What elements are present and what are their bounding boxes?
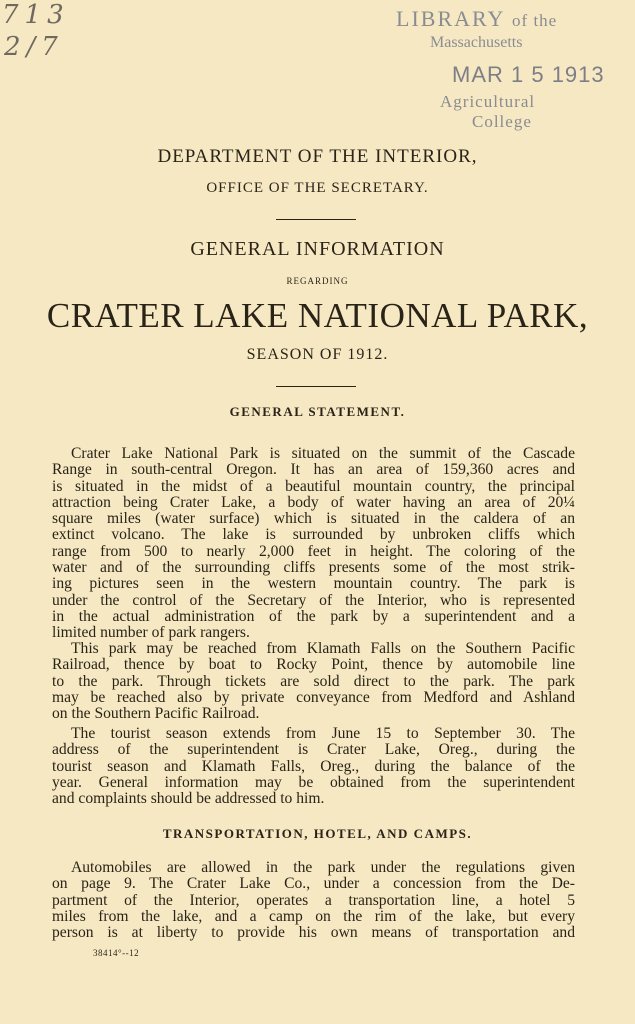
text-line: and complaints should be addressed to him. xyxy=(52,791,325,808)
stamp-library: LIBRARY xyxy=(396,6,505,31)
text-line: Range in south-central Oregon. It has an area of 159,360 acres and xyxy=(52,462,575,479)
general-information-heading: GENERAL INFORMATION xyxy=(190,238,445,260)
text-line: range from 500 to nearly 2,000 feet in height. The coloring of the xyxy=(52,543,575,560)
text-line: water and of the surrounding cliffs presents some of the most strik- xyxy=(52,560,575,577)
season-heading: SEASON OF 1912. xyxy=(246,346,389,363)
general-statement-heading: GENERAL STATEMENT. xyxy=(229,404,406,419)
text-line: on page 9. The Crater Lake Co., under a concession from the De- xyxy=(52,876,575,893)
text-line: extinct volcano. The lake is surrounded by unbroken cliffs which xyxy=(52,527,575,544)
text-line: attraction being Crater Lake, a body of water having an area of 20¼ xyxy=(52,494,575,511)
margin-handwriting: 2/7 xyxy=(4,32,64,62)
paragraph xyxy=(52,726,575,807)
stamp-of-the: of the xyxy=(512,11,558,30)
text-line: address of the superintendent is Crater Lake, Oreg., during the xyxy=(52,742,575,759)
office-heading: OFFICE OF THE SECRETARY. xyxy=(206,180,429,196)
divider xyxy=(276,386,356,387)
text-line: miles from the lake, and a camp on the rim of the lake, but every xyxy=(52,908,575,925)
text-line: Crater Lake National Park is situated on the summit of the Cascade xyxy=(71,446,575,462)
margin-handwriting: 713 xyxy=(2,0,70,30)
stamp-college: College xyxy=(472,112,532,131)
text-line: under the control of the Secretary of the Interior, who is represented xyxy=(52,592,575,609)
text-line: ing pictures seen in the western mountain country. The park is xyxy=(52,576,575,593)
divider xyxy=(276,219,356,220)
text-line: Railroad, thence by boat to Rocky Point, thence by automobile line xyxy=(52,657,575,674)
park-title: CRATER LAKE NATIONAL PARK, xyxy=(46,296,589,335)
text-line: partment of the Interior, operates a transportation line, a hotel 5 xyxy=(52,892,575,909)
text-line: in the actual administration of the park by a superintendent and a xyxy=(52,608,575,625)
text-line: to the park. Through tickets are sold direct to the park. The park xyxy=(52,673,575,690)
paragraph xyxy=(52,446,575,642)
text-line: on the Southern Pacific Railroad. xyxy=(52,706,260,723)
text-line: person is at liberty to provide his own means of transportation and xyxy=(52,925,575,942)
transportation-heading: TRANSPORTATION, HOTEL, AND CAMPS. xyxy=(162,826,473,841)
stamp-date: MAR 1 5 1913 xyxy=(452,62,605,87)
paragraph xyxy=(52,860,575,941)
text-line: year. General information may be obtained from the superintendent xyxy=(52,774,575,791)
text-line: limited number of park rangers. xyxy=(52,625,250,642)
text-line: may be reached also by private conveyance from Medford and Ashland xyxy=(52,689,575,706)
department-heading: DEPARTMENT OF THE INTERIOR, xyxy=(157,146,478,167)
print-code: 38414°--12 xyxy=(93,948,140,958)
regarding-label: REGARDING xyxy=(286,276,349,286)
text-line: tourist season and Klamath Falls, Oreg., during the balance of the xyxy=(52,758,575,775)
stamp-state: Massachusetts xyxy=(430,34,523,51)
text-line: This park may be reached from Klamath Falls on the Southern Pacific xyxy=(71,641,575,657)
text-line: square miles (water surface) which is situated in the caldera of an xyxy=(52,511,575,528)
text-line: is situated in the midst of a beautiful mountain country, the principal xyxy=(52,478,575,495)
stamp-agricultural: Agricultural xyxy=(440,92,536,111)
text-line: Automobiles are allowed in the park under the regulations given xyxy=(71,860,575,876)
text-line: The tourist season extends from June 15 to September 30. The xyxy=(71,726,575,742)
paragraph xyxy=(52,641,575,722)
